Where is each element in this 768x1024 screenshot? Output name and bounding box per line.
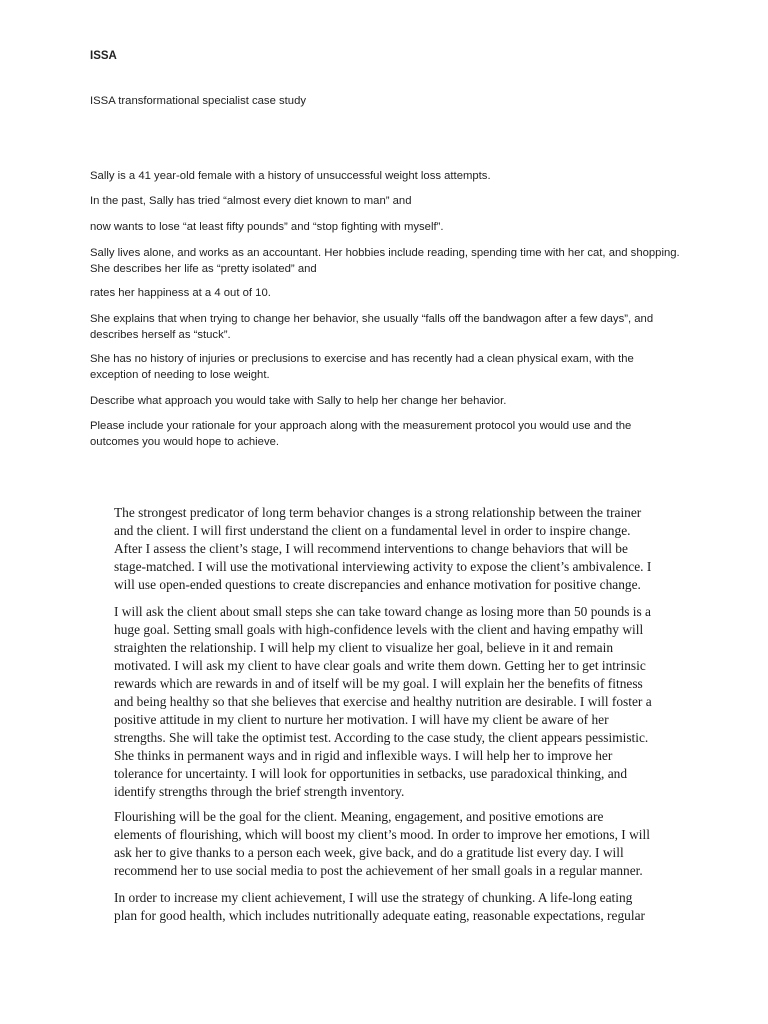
case-paragraph: She has no history of injuries or preclusions to exercise and has recently had a clean physical exam, with the exception of needing to lose weight. [90,353,634,381]
document-title: ISSA transformational specialist case study [90,95,306,107]
case-paragraph: Please include your rationale for your approach along with the measurement protocol you would use and the outcomes you would hope to achieve. [90,420,632,448]
case-paragraph: In the past, Sally has tried “almost every diet known to man” and [90,195,412,207]
answer-paragraph: The strongest predicator of long term behavior changes is a strong relationship between the trainer and the client. I will first understand the client on a fundamental level in order to inspire change. After I assess the client’s stage, I will recommend interventions to change behaviors that will be stage-matched. I will use the motivational interviewing activity to expose the client’s ambivalence. I will use open-ended questions to create discrepancies and enhance motivation for positive change. [114,505,652,592]
answer-paragraph: In order to increase my client achievement, I will use the strategy of chunking. A life-long eating plan for good health, which includes nutritionally adequate eating, reasonable expectations, regular [114,890,645,923]
brand-heading: ISSA [90,50,117,62]
case-paragraph: She explains that when trying to change her behavior, she usually “falls off the bandwagon after a few days”, and describes herself as “stuck”. [90,313,654,341]
answer-paragraph: Flourishing will be the goal for the client. Meaning, engagement, and positive emotions are elements of flourishing, which will boost my client’s mood. In order to improve her emotions, I will ask her to give thanks to a person each week, give back, and do a gratitude list every day. I will recommend her to use social media to post the achievement of her small goals in a regular manner. [114,809,650,878]
case-paragraph: rates her happiness at a 4 out of 10. [90,287,271,299]
case-paragraph: now wants to lose “at least fifty pounds” and “stop fighting with myself”. [90,221,444,233]
case-paragraph: Sally is a 41 year-old female with a history of unsuccessful weight loss attempts. [90,170,491,182]
case-paragraph: Describe what approach you would take with Sally to help her change her behavior. [90,395,507,407]
answer-paragraph: I will ask the client about small steps she can take toward change as losing more than 50 pounds is a huge goal. Setting small goals with high-confidence levels with the client and having empathy will straighten the relationship. I will help my client to visualize her goal, believe in it and remain motivated. I will ask my client to have clear goals and write them down. Getting her to get intrinsic rewards which are rewards in and of itself will be my goal. I will explain her the benefits of fitness and being healthy so that she believes that exercise and healthy nutrition are desirable. I will foster a positive attitude in my client to nurture her motivation. I will have my client be aware of her strengths. She will take the optimist test. According to the case study, the client appears pessimistic. She thinks in permanent ways and in rigid and inflexible ways. I will help her to improve her tolerance for uncertainty. I will look for opportunities in setbacks, use paradoxical thinking, and identify strengths through the brief strength inventory. [114,604,652,799]
case-paragraph: Sally lives alone, and works as an accountant. Her hobbies include reading, spending time with her cat, and shopping. She describes her life as “pretty isolated” and [90,247,680,275]
